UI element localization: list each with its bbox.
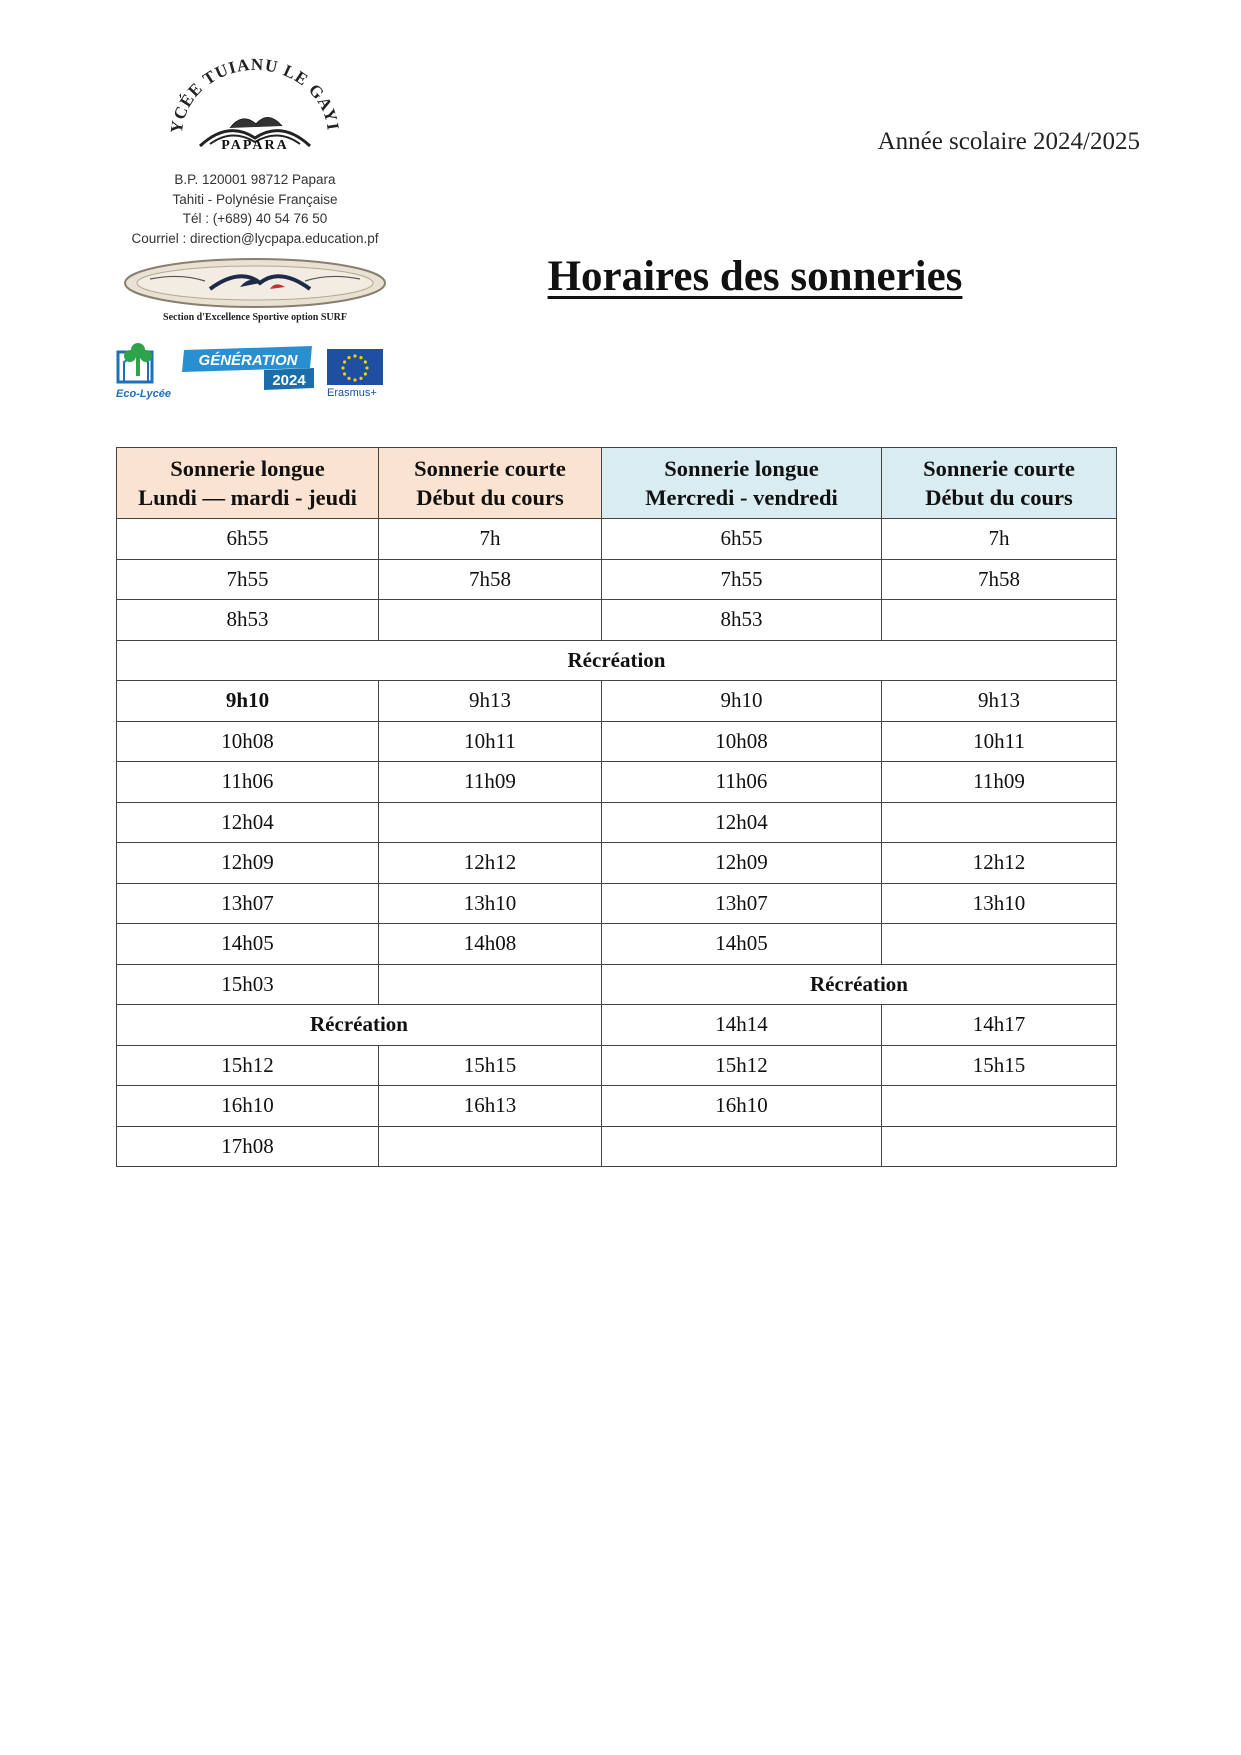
table-cell: 8h53 [117, 600, 379, 641]
table-cell: 14h17 [882, 1005, 1117, 1046]
table-cell: 14h14 [602, 1005, 882, 1046]
table-cell: 15h12 [602, 1045, 882, 1086]
table-row [117, 883, 1117, 924]
table-row [117, 1086, 1117, 1127]
generation-year: 2024 [272, 372, 306, 389]
table-cell [882, 1086, 1117, 1127]
contact-phone: Tél : (+689) 40 54 76 50 [182, 211, 328, 226]
table-cell: 10h08 [602, 721, 882, 762]
table-cell [379, 1126, 602, 1167]
table-cell: 9h10 [117, 681, 379, 722]
table-cell: 7h58 [379, 559, 602, 600]
table-row [117, 559, 1117, 600]
table-cell: 12h04 [602, 802, 882, 843]
table-cell [602, 1126, 882, 1167]
table-cell: 12h12 [379, 843, 602, 884]
table-cell: 10h08 [117, 721, 379, 762]
table-cell: 12h04 [117, 802, 379, 843]
table-cell: 6h55 [602, 519, 882, 560]
recreation-row [117, 640, 1117, 681]
recreation-cell: Récréation [117, 640, 1117, 681]
table-row [117, 843, 1117, 884]
recreation-cell: Récréation [117, 1005, 602, 1046]
ecolycee-label: Eco-Lycée [116, 388, 172, 400]
table-header-row [117, 448, 1117, 519]
table-row [117, 1045, 1117, 1086]
table-cell: 12h09 [117, 843, 379, 884]
table-cell: 11h06 [602, 762, 882, 803]
table-cell: 16h13 [379, 1086, 602, 1127]
table-cell: 6h55 [117, 519, 379, 560]
header-cell: Sonnerie longue Lundi — mardi - jeudi [117, 448, 379, 519]
table-cell: 9h10 [602, 681, 882, 722]
table-row [117, 721, 1117, 762]
table-cell: 10h11 [379, 721, 602, 762]
table-row [117, 519, 1117, 560]
table-cell: 17h08 [117, 1126, 379, 1167]
table-cell: 10h11 [882, 721, 1117, 762]
table-cell: 7h55 [602, 559, 882, 600]
table-cell [379, 964, 602, 1005]
header-cell: Sonnerie courte Début du cours [882, 448, 1117, 519]
table-cell: 13h07 [602, 883, 882, 924]
table-cell: 8h53 [602, 600, 882, 641]
table-cell: 9h13 [379, 681, 602, 722]
erasmus-logo [327, 349, 383, 401]
table-cell [882, 924, 1117, 965]
table-cell [882, 600, 1117, 641]
table-cell: 12h09 [602, 843, 882, 884]
surf-section-caption: Section d'Excellence Sportive option SURF [163, 312, 347, 323]
page-title: Horaires des sonneries [547, 253, 963, 300]
table-row [117, 802, 1117, 843]
table-row [117, 681, 1117, 722]
table-cell: 15h15 [882, 1045, 1117, 1086]
table-cell: 15h12 [117, 1045, 379, 1086]
table-cell [882, 802, 1117, 843]
school-town: PAPARA [221, 138, 289, 153]
table-cell: 15h03 [117, 964, 379, 1005]
contact-email: Courriel : direction@lycpapa.education.pf [131, 230, 379, 246]
table-row [117, 762, 1117, 803]
table-row [117, 600, 1117, 641]
table-cell: 11h06 [117, 762, 379, 803]
generation-2024-logo [178, 346, 318, 394]
table-cell: 14h05 [602, 924, 882, 965]
table-cell: 13h10 [379, 883, 602, 924]
table-row [117, 1126, 1117, 1167]
table-cell: 16h10 [117, 1086, 379, 1127]
table-cell: 11h09 [379, 762, 602, 803]
surfboard-image [120, 253, 390, 315]
table-cell: 14h08 [379, 924, 602, 965]
table-cell: 11h09 [882, 762, 1117, 803]
ecolycee-logo [116, 340, 170, 404]
school-arc-name: CÉE TUIANU LE GAY [170, 58, 340, 126]
table-cell: 9h13 [882, 681, 1117, 722]
contact-address: B.P. 120001 98712 Papara [174, 172, 336, 187]
generation-text: GÉNÉRATION [198, 352, 298, 369]
table-cell: 12h12 [882, 843, 1117, 884]
table-cell [882, 1126, 1117, 1167]
table-cell: 14h05 [117, 924, 379, 965]
header-cell: Sonnerie courte Début du cours [379, 448, 602, 519]
table-cell: 7h58 [882, 559, 1117, 600]
table-cell: 7h55 [117, 559, 379, 600]
bell-schedule-table [116, 447, 1117, 1167]
erasmus-label: Erasmus+ [327, 387, 377, 399]
table-row [117, 964, 1117, 1005]
table-row [117, 924, 1117, 965]
contact-region: Tahiti - Polynésie Française [172, 191, 338, 207]
table-cell: 16h10 [602, 1086, 882, 1127]
table-cell: 7h [379, 519, 602, 560]
recreation-cell: Récréation [602, 964, 1117, 1005]
table-cell [379, 600, 602, 641]
header-cell: Sonnerie longue Mercredi - vendredi [602, 448, 882, 519]
table-cell: 13h07 [117, 883, 379, 924]
table-cell: 7h [882, 519, 1117, 560]
table-cell: 15h15 [379, 1045, 602, 1086]
school-year: Année scolaire 2024/2025 [877, 128, 1140, 155]
contact-block [110, 170, 400, 248]
table-cell: 13h10 [882, 883, 1117, 924]
table-cell [379, 802, 602, 843]
table-row [117, 1005, 1117, 1046]
